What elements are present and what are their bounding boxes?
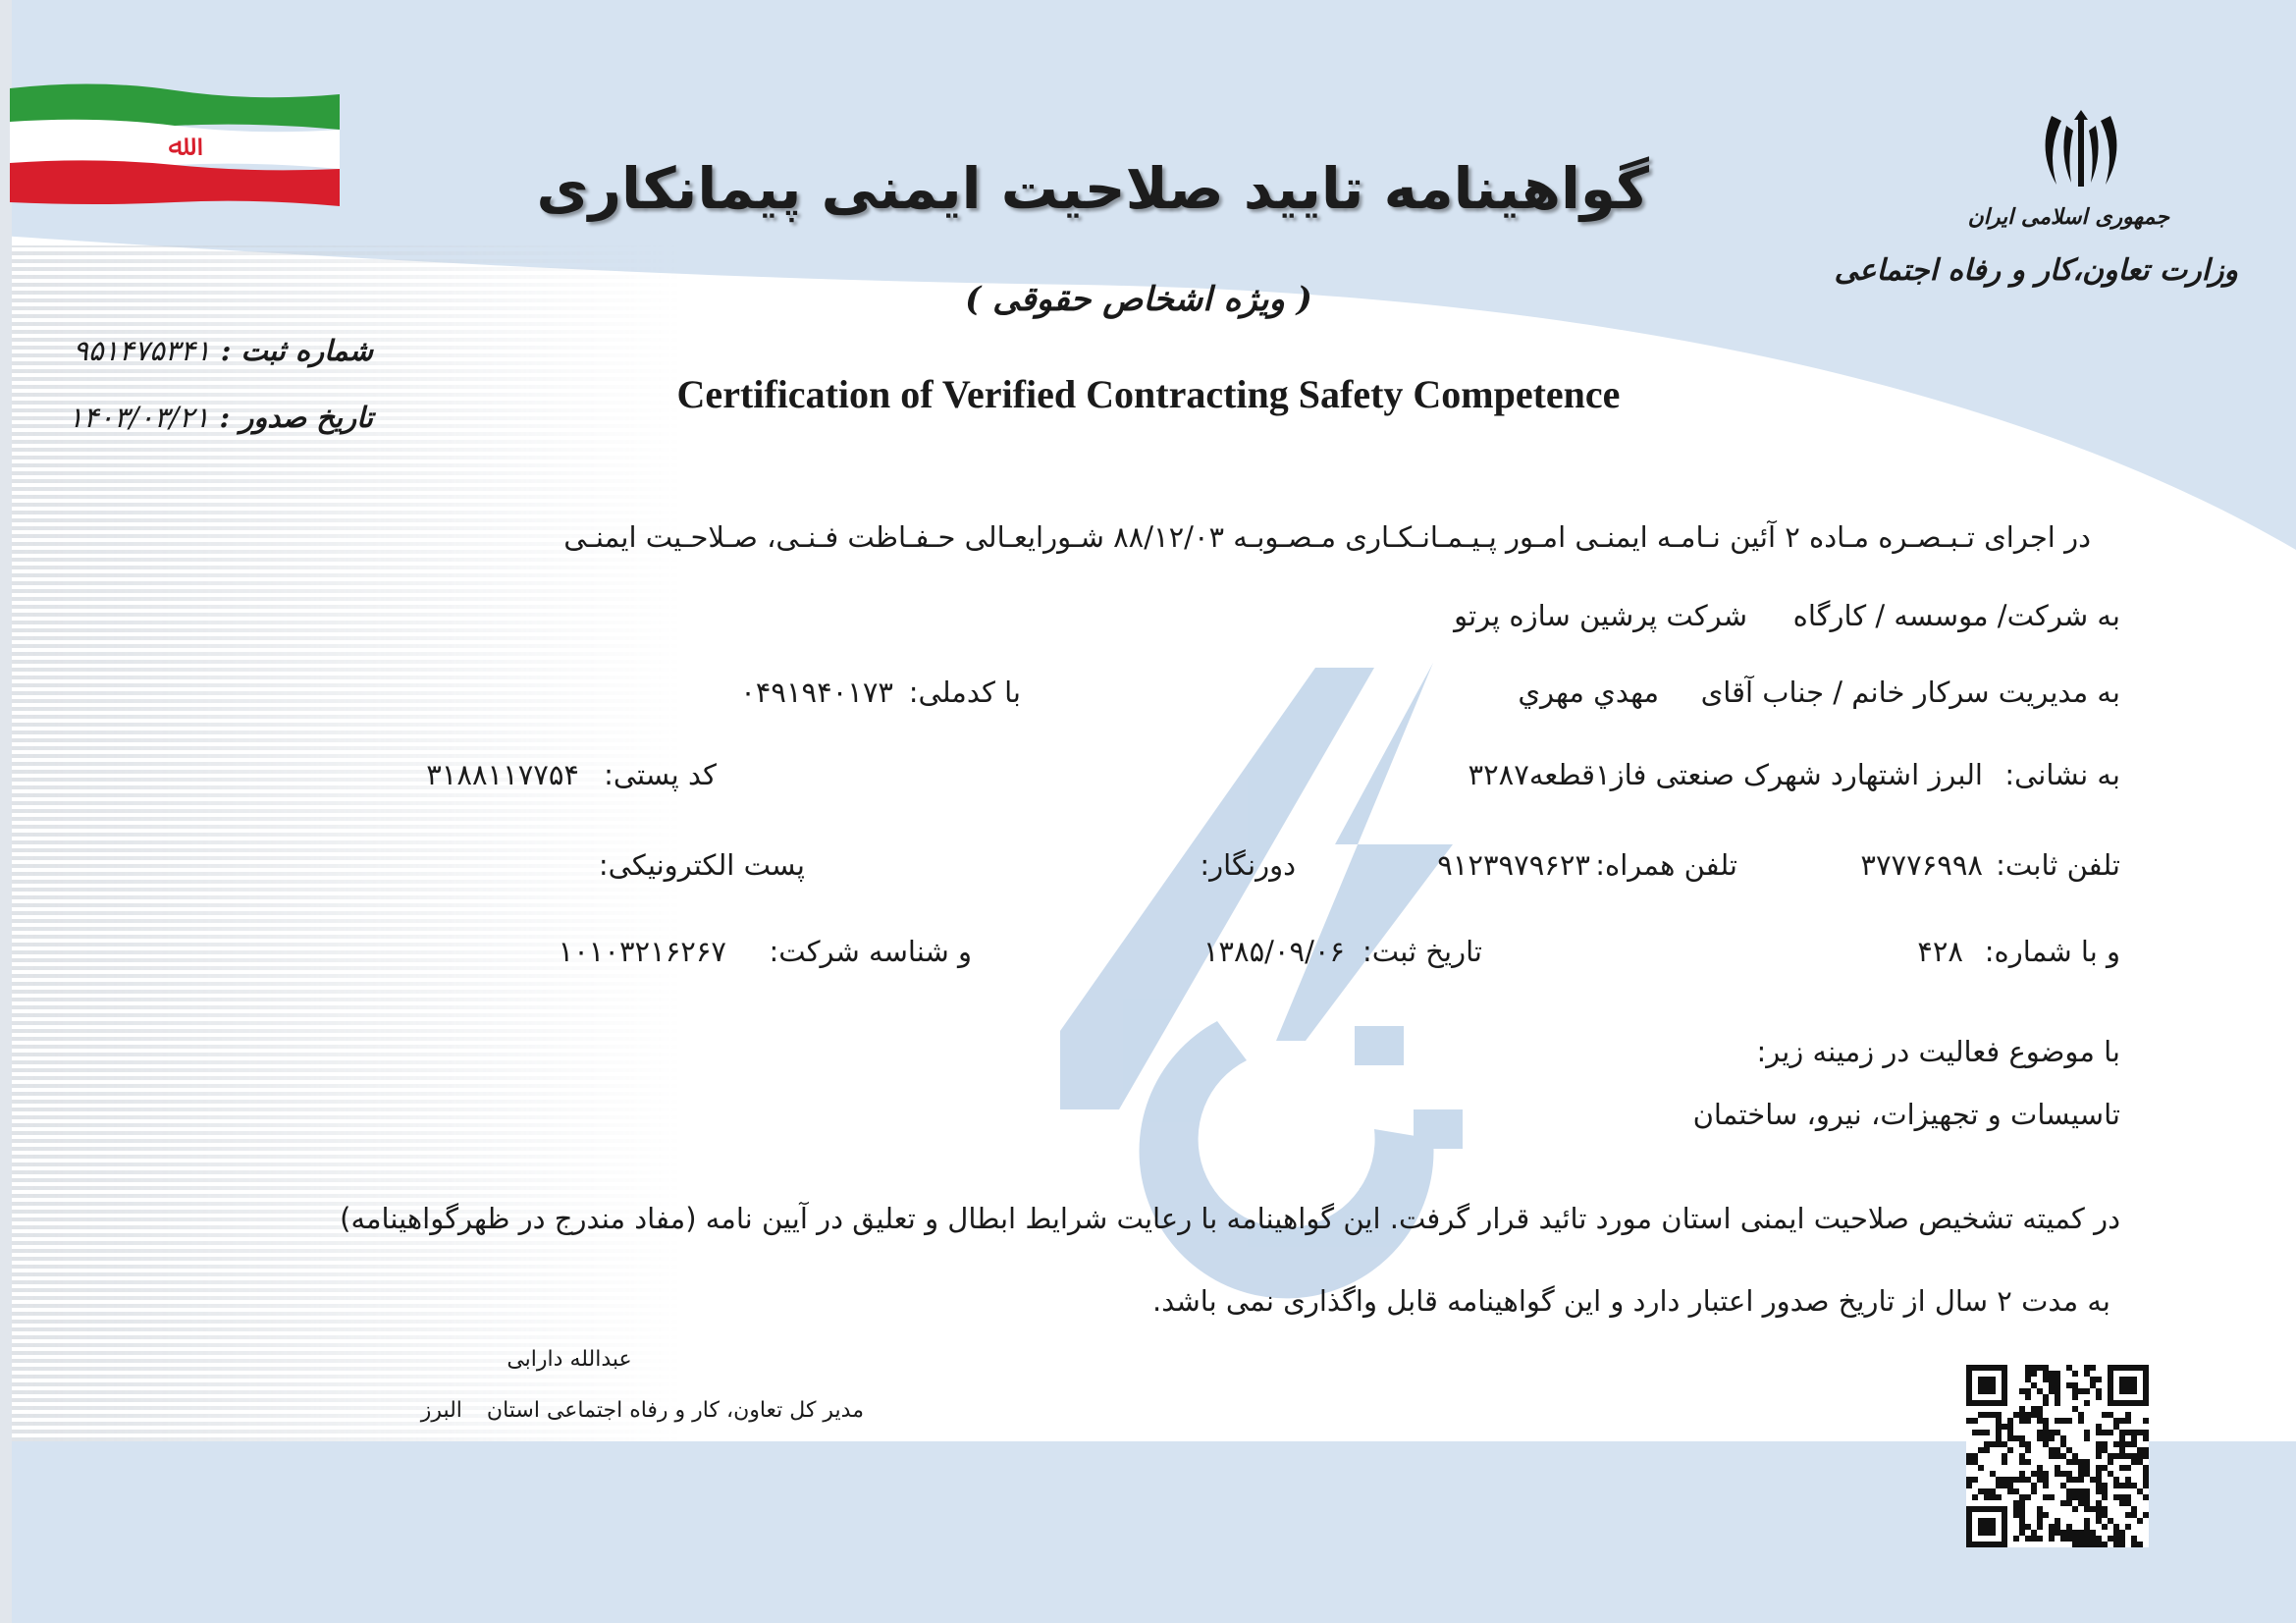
registration-number-row [59,334,373,367]
issue-date-label: تاریخ صدور : [219,401,373,434]
company-value: شرکت پرشین سازه پرتو [1454,599,1747,632]
emblem-country-text: جمهوری اسلامی ایران [1967,204,2169,230]
issue-date-row [59,401,373,434]
company-id-value: ۱۰۱۰۳۲۱۶۲۶۷ [558,935,726,968]
fax-label: دورنگار: [1200,848,1296,882]
iran-flag-icon [8,81,342,218]
number-label: و با شماره: [1984,935,2120,968]
registration-date-value: ۱۳۸۵/۰۹/۰۶ [1202,935,1345,968]
emblem-ministry-text: وزارت تعاون،کار و رفاه اجتماعی [1834,253,2238,288]
registration-number-value: ۹۵۱۴۷۵۳۴۱ [73,334,211,367]
intro-text: در اجرای تـبـصـره مـاده ۲ آئین نـامـه ایمنـی امـور پـیـمـانـکـاری مـصـوبـه ۸۸/۱۲/۰۳ شـورایعـالی حـفـاظت فـنـی، صـلاحـیت ایمنـی [563,520,2091,554]
postal-code-label: کد پستی: [604,758,717,791]
company-id-label: و شناسه شرکت: [769,935,972,968]
title-english: Certification of Verified Contracting Safety Competence [676,372,1621,416]
manager-label: به مدیریت سرکار خانم / جناب آقای [1700,676,2120,709]
activity-label: با موضوع فعالیت در زمینه زیر: [1756,1035,2120,1068]
manager-value: مهدي مهري [1518,676,1659,709]
email-label: پست الکترونیکی: [598,848,805,882]
registration-number-label: شماره ثبت : [220,334,373,367]
mobile-value: ۹۱۲۳۹۷۹۶۲۳ [1437,848,1590,882]
address-value: البرز اشتهارد شهرک صنعتی فاز۱قطعه۳۲۸۷ [1468,758,1983,791]
qr-code-icon [1966,1365,2149,1547]
validity-text: به مدت ۲ سال از تاریخ صدور اعتبار دارد و این گواهینامه قابل واگذاری نمی باشد. [1152,1284,2110,1318]
activity-value: تاسیسات و تجهیزات، نیرو، ساختمان [1692,1098,2120,1131]
phone-value: ۳۷۷۷۶۹۹۸ [1860,848,1983,882]
national-code-label: با کدملی: [908,676,1021,709]
ministry-emblem [1834,106,2238,302]
address-label: به نشانی: [2004,758,2120,791]
committee-text: در کمیته تشخیص صلاحیت ایمنی استان مورد تائید قرار گرفت. این گواهینامه با رعایت شرایط ابطال و تعلیق در آیین نامه (مفاد مندرج در ظهرگواهینامه) [340,1202,2120,1235]
registration-date-label: تاریخ ثبت: [1362,935,1482,968]
iran-emblem-icon [2032,106,2130,194]
svg-text:ﷲ: ﷲ [168,129,186,163]
subtitle-persian: ( ویژه اشخاص حقوقی ) [965,280,1312,319]
title-persian: گواهینامه تایید صلاحیت ایمنی پیمانکاری [536,155,1649,222]
national-code-value: ۰۴۹۱۹۴۰۱۷۳ [740,676,893,709]
mobile-label: تلفن همراه: [1595,848,1737,882]
signatory-title [412,1398,864,1423]
issue-date-value: ۱۴۰۳/۰۳/۲۱ [68,401,210,434]
signatory-role: مدیر کل تعاون، کار و رفاه اجتماعی استان [486,1398,864,1423]
signatory-name: عبدالله دارابی [507,1347,632,1372]
phone-label: تلفن ثابت: [1996,848,2120,882]
company-label: به شرکت/ موسسه / کارگاه [1792,599,2120,632]
signatory-province: البرز [420,1398,462,1423]
number-value: ۴۲۸ [1917,935,1963,968]
postal-code-value: ۳۱۸۸۱۱۷۷۵۴ [426,758,579,791]
